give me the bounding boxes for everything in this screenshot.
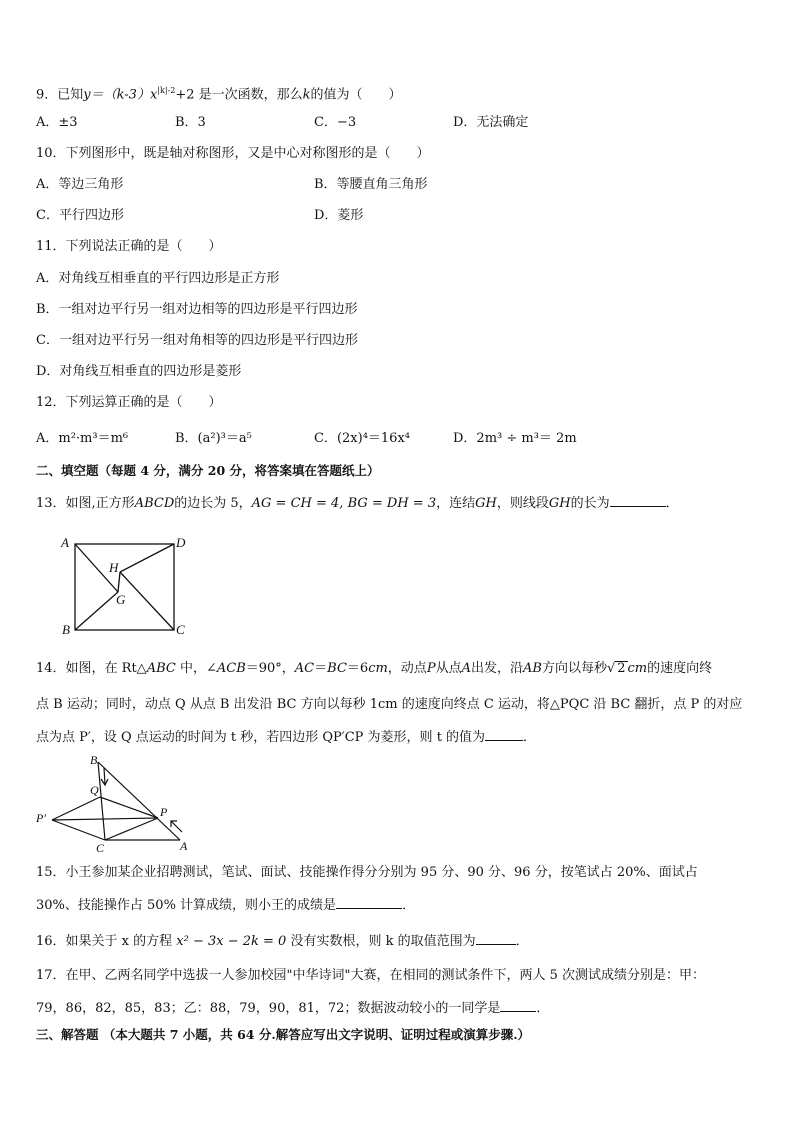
q13-answer-blank	[610, 494, 666, 507]
q11-option-b: B．一组对边平行另一组对边相等的四边形是平行四边形	[36, 302, 358, 317]
q14-line-2: 点 B 运动；同时，动点 Q 从点 B 出发沿 BC 方向以每秒 1cm 的速度向终点 C 运动，将△PQC 沿 BC 翻折，点 P 的对应	[36, 697, 743, 712]
q13-gh: GH	[475, 496, 497, 511]
q9-text-tail: +2 是一次函数，那么	[175, 87, 303, 103]
q9-function: y＝（k-3）x	[83, 87, 158, 103]
q11-option-d: D．对角线互相垂直的四边形是菱形	[36, 364, 242, 379]
q13-text-e: 的长为	[570, 496, 610, 511]
q14-label-b: B	[90, 753, 98, 767]
q15-answer-blank	[336, 896, 402, 909]
q11-stem: 11．下列说法正确的是（ ）	[36, 239, 222, 254]
q13-text-a: 13．如图,正方形	[36, 496, 135, 511]
q14-text-end: ．	[523, 730, 537, 745]
q14-label-p: P	[160, 805, 168, 819]
q14-text: 出发，沿	[470, 661, 523, 676]
q14-p: P	[426, 661, 436, 676]
q16-text: 没有实数根，则 k 的取值范围为	[290, 934, 476, 949]
q14-abc: ABC	[146, 661, 176, 676]
q16-text: 16．如果关于 x 的方程	[36, 934, 173, 949]
q12-option-c: C．(2x)⁴＝16x⁴	[314, 431, 410, 446]
q14-text: 14．如图，在 Rt△	[36, 661, 147, 676]
q13-label-h: H	[109, 560, 119, 575]
q14-segment-p2q	[52, 797, 100, 820]
q14-line-3	[36, 728, 536, 747]
q13-stem	[36, 494, 679, 513]
q9-text-end: 的值为（ ）	[310, 87, 402, 103]
q14-segment-cp	[105, 818, 158, 840]
q13-segment-gh	[118, 572, 120, 592]
q13-label-g: G	[116, 592, 126, 607]
q16-stem	[36, 932, 529, 951]
q12-stem: 12．下列运算正确的是（ ）	[36, 395, 222, 410]
q9-number: 9．	[36, 87, 58, 103]
q14-unit: cm	[368, 661, 388, 676]
q14-label-p-prime: P′	[36, 811, 46, 825]
q12-option-a: A．m²·m³＝m⁶	[36, 431, 129, 446]
q14-text: ＝6	[346, 661, 369, 676]
q9-text: 已知	[57, 87, 84, 103]
q9-option-c: C．−3	[314, 115, 357, 130]
q17-text: 79，86，82，85，83；乙：88，79，90，81，72；数据波动较小的一同学是	[36, 1001, 501, 1016]
q12-option-d: D．2m³ ÷ m³＝ 2m	[453, 431, 577, 446]
q13-figure	[58, 532, 192, 642]
q13-text-end: ．	[665, 496, 679, 511]
q10-stem: 10．下列图形中，既是轴对称图形，又是中心对称图形的是（ ）	[36, 146, 430, 161]
q14-text: ＝90°，	[245, 661, 295, 676]
q16-equation: x² − 3x − 2k = 0	[176, 934, 287, 949]
q13-abcd: ABCD	[134, 496, 175, 511]
q13-segment-dh	[120, 544, 174, 572]
q13-label-a: A	[61, 535, 69, 550]
q15-line-1: 15．小王参加某企业招聘测试，笔试、面试、技能操作得分分别为 95 分、90 分、96 分，按笔试占 20%、面试占	[36, 865, 698, 880]
q9-exponent: |k|-2	[157, 86, 176, 95]
q13-segment-bg	[75, 592, 118, 630]
q14-text: ＝	[314, 661, 328, 676]
q13-segment-ch	[120, 572, 174, 630]
q14-ab: AB	[522, 661, 542, 676]
q9-stem	[36, 82, 402, 104]
q17-answer-blank	[500, 999, 536, 1012]
q14-arrow-q	[104, 768, 105, 784]
q14-sqrt: 2	[617, 661, 626, 676]
q11-option-a: A．对角线互相垂直的平行四边形是正方形	[36, 271, 280, 286]
q15-line-2	[36, 896, 415, 915]
q13-text-d: ，则线段	[496, 496, 549, 511]
q14-text: ，动点	[387, 661, 427, 676]
q12-option-b: B．(a²)³＝a⁵	[175, 431, 252, 446]
q14-label-c: C	[96, 841, 105, 852]
q14-answer-blank	[485, 728, 523, 741]
q13-text-b: 的边长为 5，	[174, 496, 252, 511]
section-3-heading: 三、解答题 （本大题共 7 小题，共 64 分.解答应写出文字说明、证明过程或演算步骤.）	[36, 1027, 531, 1042]
q14-label-a: A	[180, 839, 188, 852]
q10-option-a: A．等边三角形	[36, 177, 124, 192]
q14-line-1: 14．如图，在 Rt△ABC 中，∠ACB＝90°，AC＝BC＝6cm，动点P从点A出发，沿AB方向以每秒√ 2 cm的速度向终	[36, 661, 713, 676]
q17-line-2	[36, 999, 549, 1018]
q13-label-d: D	[176, 535, 186, 550]
q14-text: 中，∠	[175, 661, 217, 676]
q14-label-q: Q	[90, 783, 99, 797]
q14-segment-p2c	[52, 820, 105, 840]
q14-a: A	[461, 661, 471, 676]
q17-text-end: ．	[536, 1001, 550, 1016]
q14-segment-p2p	[52, 818, 158, 820]
q9-option-a: A．±3	[36, 115, 78, 130]
q10-option-c: C．平行四边形	[36, 208, 124, 223]
q10-option-b: B．等腰直角三角形	[314, 177, 428, 192]
q14-text: 点为点 P′，设 Q 点运动的时间为 t 秒，若四边形 QP′CP 为菱形，则 t 的值为	[36, 730, 486, 745]
q14-arrow-p	[171, 821, 182, 832]
q15-text-end: ．	[402, 898, 416, 913]
q14-figure	[30, 752, 200, 852]
q14-ac: AC	[294, 661, 315, 676]
q9-var-k: k	[302, 87, 311, 103]
q13-condition: AG = CH = 4, BG = DH = 3	[251, 496, 437, 511]
q11-option-c: C．一组对边平行另一组对角相等的四边形是平行四边形	[36, 333, 358, 348]
q14-text: 的速度向终	[647, 661, 713, 676]
section-2-heading: 二、填空题（每题 4 分，满分 20 分，将答案填在答题纸上）	[36, 463, 380, 478]
q14-segment-qp	[100, 797, 158, 818]
q16-text-end: ．	[515, 934, 529, 949]
q13-gh-2: GH	[548, 496, 571, 511]
q14-bc: BC	[327, 661, 347, 676]
q13-label-b: B	[62, 622, 70, 637]
q9-option-b: B．3	[175, 115, 206, 130]
q14-acb: ACB	[216, 661, 246, 676]
q14-text: 方向以每秒	[541, 661, 607, 676]
q13-label-c: C	[176, 622, 185, 637]
q14-unit: cm	[627, 661, 648, 676]
q14-text: 从点	[435, 661, 462, 676]
q16-answer-blank	[476, 932, 516, 945]
q17-line-1: 17．在甲、乙两名同学中选拔一人参加校园"中华诗词"大赛，在相同的测试条件下，两人 5 次测试成绩分别是：甲：	[36, 968, 706, 983]
q13-text-c: ，连结	[436, 496, 476, 511]
q10-option-d: D．菱形	[314, 208, 364, 223]
q15-text: 30%、技能操作占 50% 计算成绩，则小王的成绩是	[36, 898, 337, 913]
q9-option-d: D．无法确定	[453, 115, 529, 130]
